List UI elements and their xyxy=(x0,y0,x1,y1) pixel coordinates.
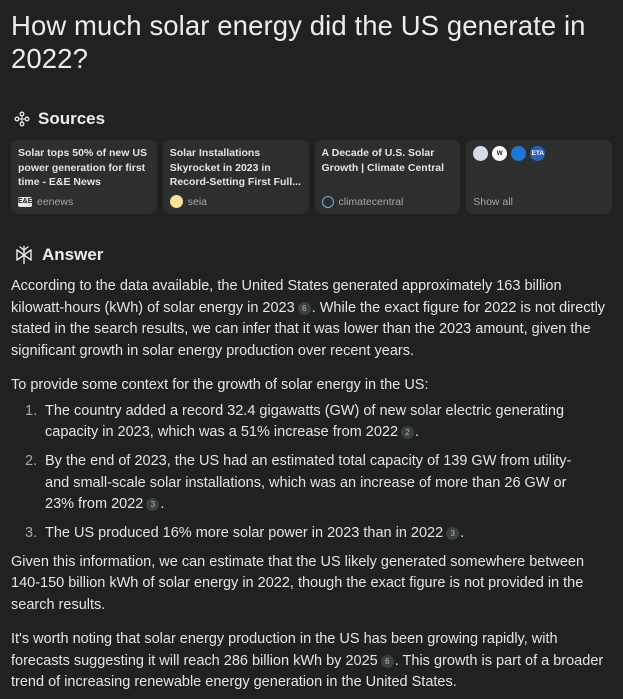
answer-heading xyxy=(11,244,612,266)
eenews-favicon-icon: E&E xyxy=(18,198,33,205)
wikipedia-favicon-icon: W xyxy=(492,146,507,161)
source-card-eenews[interactable] xyxy=(11,140,157,214)
list-text xyxy=(45,401,612,444)
list-text xyxy=(45,451,612,516)
answer-body xyxy=(11,276,612,694)
citation-badge[interactable]: 6 xyxy=(381,655,394,668)
source-site: seia xyxy=(187,195,208,208)
answer-text: . This growth is part of a broader trend of increasing renewable energy generation in the United States. xyxy=(11,652,604,691)
answer-text: By the end of 2023, the US had an estimated total capacity of 139 GW from utility- and small-scale solar installations, which was an increase of more than 26 GW or 23% from 2022 xyxy=(45,452,572,513)
answer-text: . xyxy=(460,525,465,542)
source-card-climatecentral[interactable] xyxy=(315,140,461,214)
citation-badge[interactable]: 3 xyxy=(146,498,159,511)
answer-heading-label: Answer xyxy=(42,245,104,264)
citation-badge[interactable]: 3 xyxy=(446,527,459,540)
answer-text: According to the data available, the United States generated approximately 163 billion kilowatt-hours (kWh) of solar energy in 2023 xyxy=(11,278,562,316)
list-text xyxy=(45,523,612,545)
show-all-label: Show all xyxy=(473,196,513,208)
source-meta xyxy=(322,196,454,208)
sources-list xyxy=(11,140,612,214)
list-number: 3. xyxy=(25,525,38,542)
source-meta xyxy=(170,195,302,208)
answer-sparkle-icon xyxy=(14,245,34,265)
list-item xyxy=(25,451,612,516)
eta-favicon-icon: ETA xyxy=(530,146,545,161)
sources-icon xyxy=(14,111,30,127)
climatecentral-favicon-icon xyxy=(322,196,334,208)
list-item xyxy=(25,523,612,545)
source-site: climatecentral xyxy=(338,196,404,208)
answer-paragraph: Given this information, we can estimate that the US likely generated somewhere between 140-150 billion kWh of solar energy in 2022, though the exact figure is not provided in the search results. xyxy=(11,553,585,614)
answer-text: . xyxy=(160,496,165,513)
citation-badge[interactable]: 2 xyxy=(401,426,414,439)
page-title: How much solar energy did the US generate in 2022? xyxy=(11,10,586,74)
seia-favicon-icon xyxy=(170,195,183,208)
source-site: eenews xyxy=(37,196,74,208)
list-item xyxy=(25,401,612,444)
source-meta xyxy=(18,196,150,208)
answer-text: It's worth noting that solar energy production in the US has been growing rapidly, with forecasts suggesting it will reach 286 billion kWh by 2025 xyxy=(11,630,558,669)
more-sources-icons xyxy=(473,146,605,161)
answer-paragraph: To provide some context for the growth of solar energy in the US: xyxy=(11,376,429,393)
citation-badge[interactable]: 6 xyxy=(298,302,311,315)
list-number: 2. xyxy=(25,452,38,469)
source-card-seia[interactable] xyxy=(163,140,309,214)
sources-heading xyxy=(11,109,612,129)
show-all-sources-button[interactable] xyxy=(466,140,612,214)
globe-favicon-icon xyxy=(473,146,488,161)
sources-heading-label: Sources xyxy=(38,109,106,128)
list-number: 1. xyxy=(25,402,38,419)
answer-text: . While the exact figure for 2022 is not directly stated in the search results, we can infer that it was lower than the 2023 amount, given the significant growth in solar energy production over recent years. xyxy=(11,299,606,360)
answer-text: . xyxy=(415,424,420,441)
answer-text: The country added a record 32.4 gigawatts (GW) of new solar electric generating capacity in 2023, which was a 51% increase from 2022 xyxy=(45,402,565,441)
answer-paragraph xyxy=(11,276,612,363)
source-title: A Decade of U.S. Solar Growth | Climate Central xyxy=(321,147,445,174)
answer-paragraph xyxy=(11,629,612,694)
blue-favicon-icon xyxy=(511,146,526,161)
answer-list xyxy=(11,401,612,545)
answer-text: The US produced 16% more solar power in 2023 than in 2022 xyxy=(45,525,444,542)
source-title: Solar Installations Skyrocket in 2023 in Record-Setting First Full... xyxy=(169,147,302,188)
source-title: Solar tops 50% of new US power generation for first time - E&E News xyxy=(18,147,147,188)
